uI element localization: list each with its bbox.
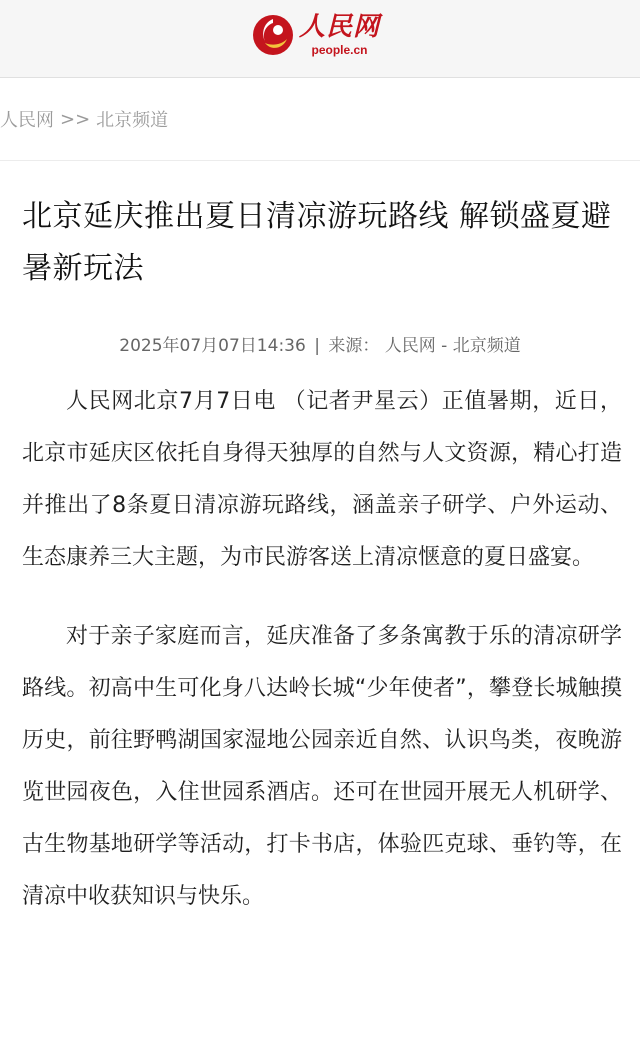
logo-wordmark-en: people.cn: [311, 43, 368, 57]
source-label: 来源：: [328, 336, 380, 356]
article-paragraph: 对于亲子家庭而言，延庆准备了多条寓教于乐的清凉研学路线。初高中生可化身八达岭长城“少年使者”，攀登长城触摸历史，前往野鸭湖国家湿地公园亲近自然、认识鸟类，夜晚游览世园夜色，入住世园系酒店。还可在世园开展无人机研学、古生物基地研学等活动，打卡书店，体验匹克球、垂钓等，在清凉中收获知识与快乐。: [22, 624, 622, 909]
source-link[interactable]: 人民网 - 北京频道: [384, 336, 521, 356]
article-body: [22, 376, 622, 923]
article-datetime: 2025年07月07日14:36: [119, 336, 306, 356]
people-logo-icon: [251, 13, 295, 57]
article-title: 北京延庆推出夏日清凉游玩路线 解锁盛夏避暑新玩法: [22, 199, 612, 286]
logo-wordmark-cn: 人民网: [299, 12, 381, 42]
breadcrumb: [0, 78, 640, 161]
breadcrumb-channel-link[interactable]: 北京频道: [96, 110, 169, 131]
meta-separator: |: [314, 336, 320, 356]
site-logo[interactable]: [251, 12, 380, 57]
site-header: [0, 0, 640, 78]
article-paragraph: 人民网北京7月7日电 （记者尹星云）正值暑期，近日，北京市延庆区依托自身得天独厚的自然与人文资源，精心打造并推出了8条夏日清凉游玩路线，涵盖亲子研学、户外运动、生态康养三大主题，为市民游客送上清凉惬意的夏日盛宴。: [22, 389, 622, 570]
breadcrumb-separator: >>: [60, 108, 91, 130]
breadcrumb-home-link[interactable]: 人民网: [0, 110, 54, 131]
article-meta: [0, 331, 640, 356]
